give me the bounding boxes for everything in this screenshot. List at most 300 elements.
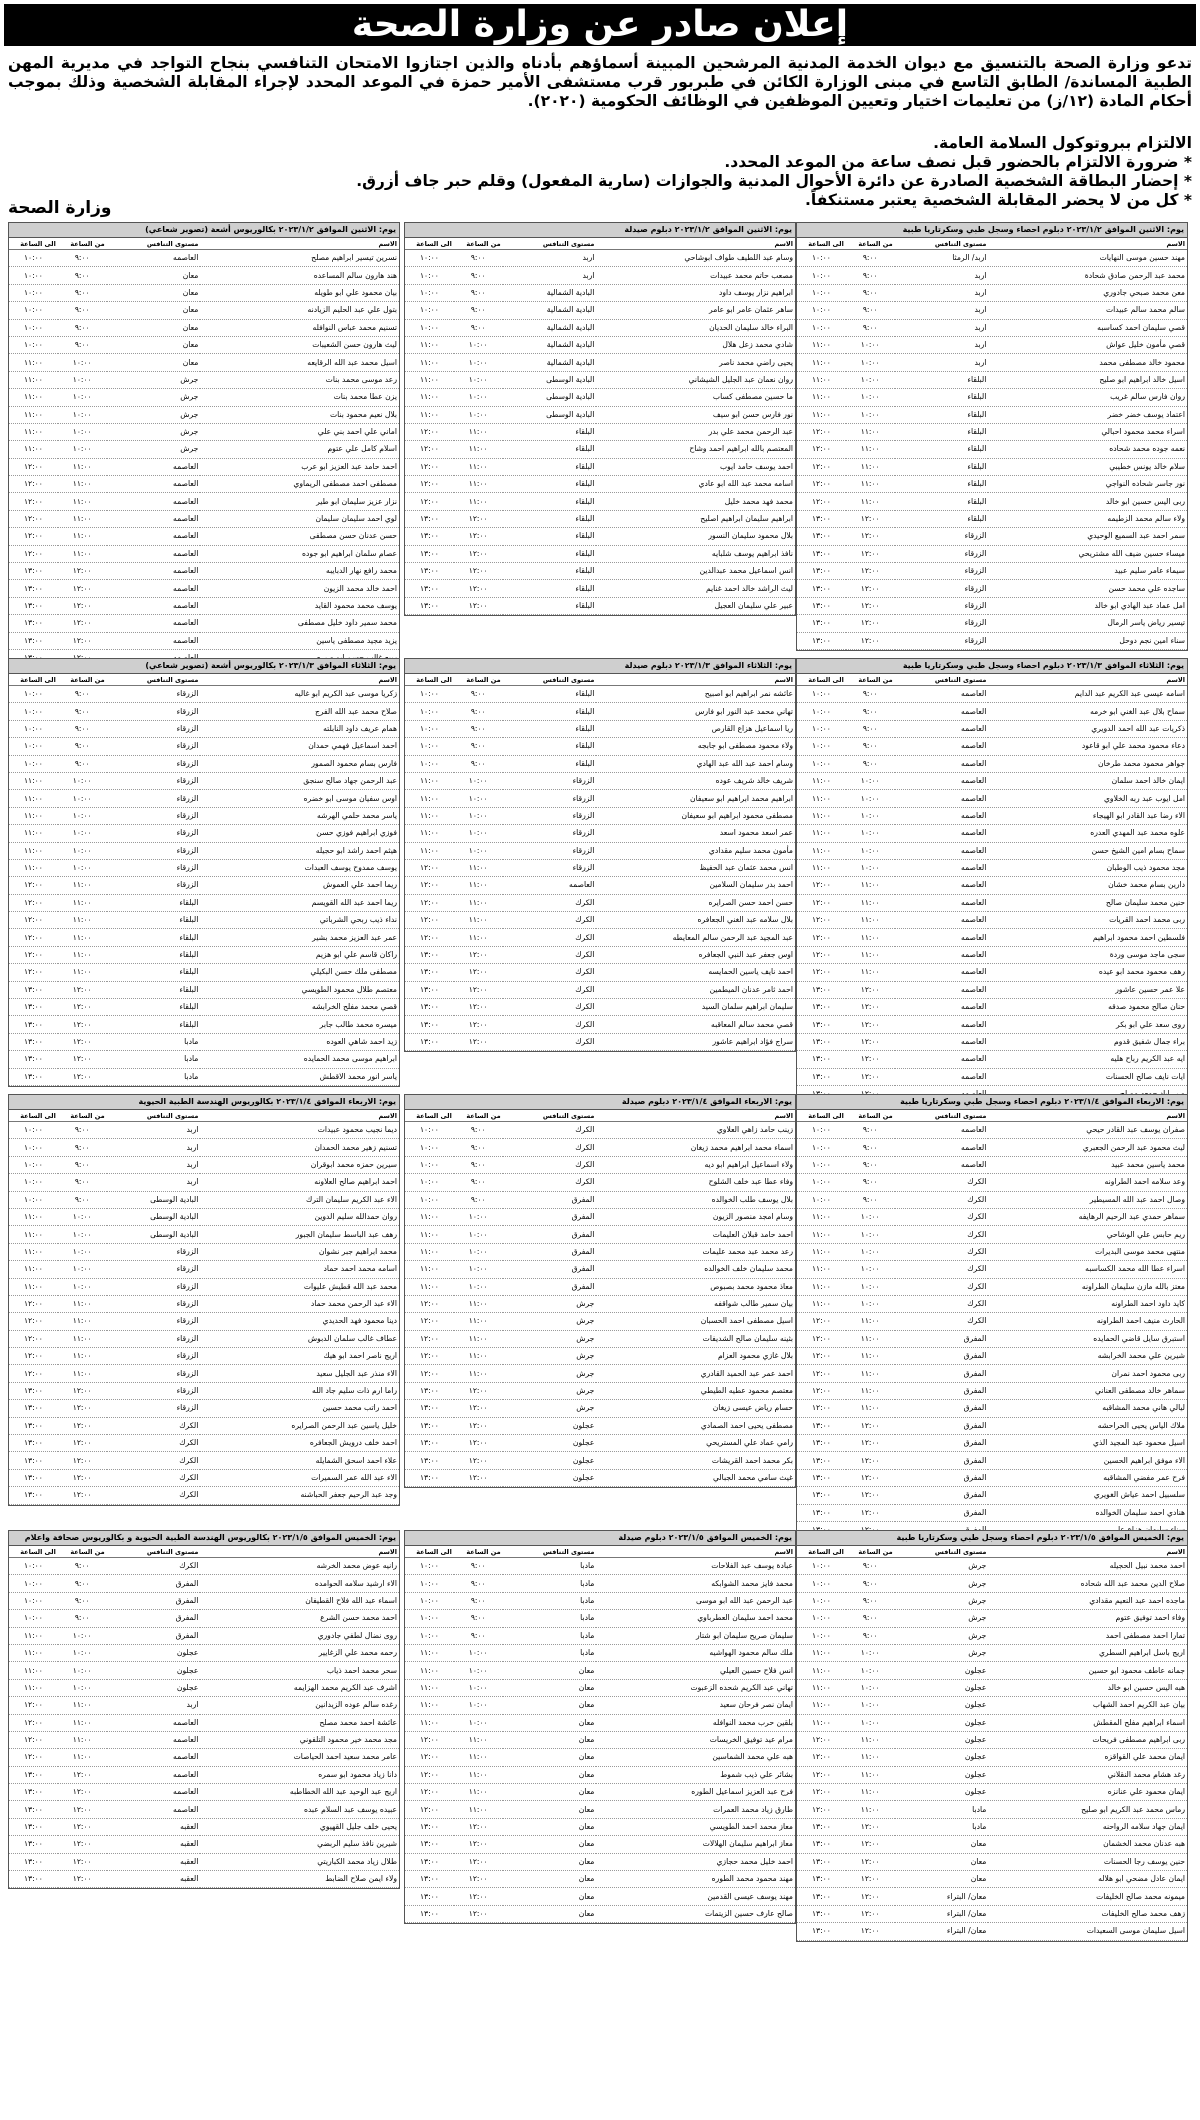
time-to: ١٠:٠٠ <box>405 1156 454 1173</box>
competition-level: اربد <box>107 1174 201 1191</box>
time-to: ١١:٠٠ <box>405 1662 454 1679</box>
time-from: ١١:٠٠ <box>454 441 503 458</box>
candidate-name: حسن احمد حسن الصرايره <box>596 894 795 911</box>
time-from: ١٠:٠٠ <box>58 842 107 859</box>
table-row <box>9 1697 399 1714</box>
table-row <box>797 389 1187 406</box>
time-from: ١٠:٠٠ <box>58 1662 107 1679</box>
table-row <box>797 1156 1187 1173</box>
table-row <box>405 807 795 824</box>
candidate-name: ريما احمد علي العموش <box>200 877 399 894</box>
time-from: ١٠:٠٠ <box>846 825 895 842</box>
time-from: ١١:٠٠ <box>454 1365 503 1382</box>
time-from: ٩:٠٠ <box>846 738 895 755</box>
table-row <box>9 1435 399 1452</box>
time-from: ١١:٠٠ <box>58 545 107 562</box>
competition-level: البلقاء <box>503 458 597 475</box>
table-row <box>9 720 399 737</box>
candidate-name: هبه اليس حسين ابو خالد <box>988 1679 1187 1696</box>
time-to: ١٢:٠٠ <box>797 476 846 493</box>
competition-level: عجلون <box>895 1679 989 1696</box>
competition-level: الكرك <box>107 1487 201 1504</box>
time-from: ١١:٠٠ <box>58 1330 107 1347</box>
table-row <box>797 1836 1187 1853</box>
competition-level: الكرك <box>503 981 597 998</box>
table-row <box>405 1871 795 1888</box>
table-row <box>797 912 1187 929</box>
table-row <box>9 371 399 388</box>
table-row <box>797 1348 1187 1365</box>
time-from: ١٢:٠٠ <box>846 615 895 632</box>
time-to: ١٠:٠٠ <box>9 1156 58 1173</box>
time-to: ١٢:٠٠ <box>405 441 454 458</box>
competition-level: معان <box>503 1818 597 1835</box>
time-to: ١٣:٠٠ <box>405 964 454 981</box>
competition-level: جرش <box>107 406 201 423</box>
time-to: ١١:٠٠ <box>9 1662 58 1679</box>
time-to: ١٠:٠٠ <box>9 755 58 772</box>
time-to: ١٠:٠٠ <box>797 686 846 703</box>
table-row <box>797 999 1187 1016</box>
time-to: ١٣:٠٠ <box>405 510 454 527</box>
time-from: ١٢:٠٠ <box>58 1452 107 1469</box>
competition-level: جرش <box>895 1558 989 1575</box>
time-to: ١١:٠٠ <box>405 1644 454 1661</box>
time-from: ١٢:٠٠ <box>58 1033 107 1050</box>
time-from: ١١:٠٠ <box>846 1731 895 1748</box>
time-to: ١٢:٠٠ <box>797 946 846 963</box>
time-from: ١٢:٠٠ <box>846 1888 895 1905</box>
time-to: ١١:٠٠ <box>797 1679 846 1696</box>
time-from: ١٠:٠٠ <box>58 1208 107 1225</box>
time-from: ١٢:٠٠ <box>454 946 503 963</box>
candidate-name: ملك سالم محمود الهواشيه <box>596 1644 795 1661</box>
candidate-name: عائشة احمد محمد مصلح <box>200 1714 399 1731</box>
competition-level: العاصمه <box>895 790 989 807</box>
candidate-name: قصي محمد سالم المعاقبه <box>596 1016 795 1033</box>
competition-level: المفرق <box>503 1191 597 1208</box>
competition-level: مادبا <box>895 1801 989 1818</box>
time-from: ٩:٠٠ <box>454 1191 503 1208</box>
competition-level: البادية الوسطى <box>503 371 597 388</box>
time-to: ١٢:٠٠ <box>405 1365 454 1382</box>
competition-level: العاصمه <box>895 877 989 894</box>
time-from: ٩:٠٠ <box>846 703 895 720</box>
candidate-name: ولاء محمود مصطفى ابو جابجه <box>596 738 795 755</box>
time-to: ١٣:٠٠ <box>405 1417 454 1434</box>
competition-level: العاصمه <box>895 999 989 1016</box>
candidate-name: احمد خلف درويش الجعافره <box>200 1435 399 1452</box>
table-row <box>405 755 795 772</box>
table-row <box>405 1191 795 1208</box>
time-from: ١٢:٠٠ <box>454 1888 503 1905</box>
candidate-name: ميساء حسين ضيف الله مشتريحي <box>988 545 1187 562</box>
candidate-name: ايمان محمود علي عنانزه <box>988 1784 1187 1801</box>
competition-level: الكرك <box>503 912 597 929</box>
table-row <box>9 406 399 423</box>
candidate-name: علاء احمد اسحق الشمايله <box>200 1452 399 1469</box>
time-from: ١٠:٠٠ <box>58 406 107 423</box>
competition-level: جرش <box>107 441 201 458</box>
signature: وزارة الصحة <box>8 198 112 218</box>
time-from: ١٢:٠٠ <box>454 1435 503 1452</box>
table-row <box>797 703 1187 720</box>
competition-level: معان <box>503 1871 597 1888</box>
candidate-name: معتز بالله مازن سليمان الطراونه <box>988 1278 1187 1295</box>
candidate-name: ربى محمد احمد القريات <box>988 912 1187 929</box>
column-header-name: الاسم <box>596 1110 795 1122</box>
time-to: ١٢:٠٠ <box>797 964 846 981</box>
time-from: ١١:٠٠ <box>846 493 895 510</box>
table-row <box>797 1801 1187 1818</box>
time-to: ١٣:٠٠ <box>9 1051 58 1068</box>
table-row <box>797 319 1187 336</box>
time-from: ١١:٠٠ <box>58 894 107 911</box>
time-to: ١٣:٠٠ <box>405 563 454 580</box>
candidate-name: قصي مأمون خليل عواش <box>988 336 1187 353</box>
table-row <box>9 1139 399 1156</box>
competition-level: اربد <box>895 302 989 319</box>
table-row <box>797 1122 1187 1139</box>
time-from: ١٠:٠٠ <box>846 1261 895 1278</box>
schedule-table <box>404 222 796 616</box>
candidate-name: عبد الرحمن عبد الله ابو موسى <box>596 1592 795 1609</box>
time-from: ١٠:٠٠ <box>846 1679 895 1696</box>
table-row <box>405 580 795 597</box>
time-to: ١٣:٠٠ <box>797 1469 846 1486</box>
column-header-to: الى الساعة <box>405 674 454 686</box>
competition-level: المفرق <box>107 1627 201 1644</box>
time-to: ١١:٠٠ <box>797 1295 846 1312</box>
competition-level: اربد <box>895 267 989 284</box>
time-to: ١٣:٠٠ <box>9 1766 58 1783</box>
table-row <box>405 1766 795 1783</box>
table-row <box>797 493 1187 510</box>
candidate-name: اوس جعفر عبد النبي الجعافره <box>596 946 795 963</box>
competition-level: عجلون <box>503 1417 597 1434</box>
time-from: ١٠:٠٠ <box>846 1295 895 1312</box>
column-header-from: من الساعة <box>846 1110 895 1122</box>
time-from: ١٢:٠٠ <box>58 999 107 1016</box>
competition-level: الزرقاء <box>895 615 989 632</box>
candidate-name: نور جاسر شحاده النواجي <box>988 476 1187 493</box>
candidate-name: محمد فايز محمد الشوابكه <box>596 1575 795 1592</box>
competition-level: العاصمه <box>895 981 989 998</box>
table-row <box>797 1627 1187 1644</box>
competition-level: المفرق <box>895 1417 989 1434</box>
time-from: ١٠:٠٠ <box>846 1714 895 1731</box>
table-row <box>9 1033 399 1050</box>
time-to: ١٣:٠٠ <box>797 1016 846 1033</box>
time-from: ١١:٠٠ <box>58 1697 107 1714</box>
competition-level: العاصمه <box>895 755 989 772</box>
time-from: ٩:٠٠ <box>846 267 895 284</box>
time-to: ١٢:٠٠ <box>797 877 846 894</box>
table-row <box>9 632 399 649</box>
competition-level: مادبا <box>107 1068 201 1085</box>
table-row <box>405 1818 795 1835</box>
time-to: ١٣:٠٠ <box>405 597 454 614</box>
time-to: ١١:٠٠ <box>405 1714 454 1731</box>
candidate-name: محمد سليمان خلف الخوالده <box>596 1261 795 1278</box>
competition-level: الكرك <box>895 1295 989 1312</box>
time-from: ١١:٠٠ <box>846 894 895 911</box>
time-from: ١٢:٠٠ <box>846 1836 895 1853</box>
time-to: ١٠:٠٠ <box>405 703 454 720</box>
candidate-name: عطاف غالب سلمان الدبوش <box>200 1330 399 1347</box>
candidate-name: سجى ماجد موسى وردة <box>988 946 1187 963</box>
candidate-name: رعد محمد عبد محمد عليمات <box>596 1243 795 1260</box>
time-to: ١٣:٠٠ <box>797 510 846 527</box>
table-row <box>797 1226 1187 1243</box>
competition-level: اربد <box>895 336 989 353</box>
table-row <box>405 510 795 527</box>
time-to: ١٢:٠٠ <box>9 1295 58 1312</box>
table-row <box>405 406 795 423</box>
candidate-name: فرح عبد العزيز اسماعيل الطوره <box>596 1784 795 1801</box>
time-to: ١٣:٠٠ <box>9 1452 58 1469</box>
competition-level: الكرك <box>895 1208 989 1225</box>
competition-level: جرش <box>895 1644 989 1661</box>
time-from: ٩:٠٠ <box>454 267 503 284</box>
table-row <box>9 493 399 510</box>
time-to: ١١:٠٠ <box>405 389 454 406</box>
time-from: ١٠:٠٠ <box>846 790 895 807</box>
competition-level: البلقاء <box>503 476 597 493</box>
competition-level: المفرق <box>895 1487 989 1504</box>
table-row <box>9 1417 399 1434</box>
table-row <box>797 807 1187 824</box>
candidate-name: مصطفى احمد مصطفى الريماوي <box>200 476 399 493</box>
candidate-name: مرام عيد توفيق الخريسات <box>596 1731 795 1748</box>
table-row <box>9 703 399 720</box>
time-to: ١٣:٠٠ <box>797 1836 846 1853</box>
competition-level: البلقاء <box>107 1016 201 1033</box>
table-row <box>405 1679 795 1696</box>
candidate-name: سماهر حمدي عبد الرحيم الرهايفه <box>988 1208 1187 1225</box>
competition-level: العاصمه <box>107 1731 201 1748</box>
candidate-name: محمد احمد سليمان العطرباوي <box>596 1610 795 1627</box>
table-row <box>797 1504 1187 1521</box>
candidate-name: سلام خالد يونس خطيبي <box>988 458 1187 475</box>
competition-level: العاصمه <box>895 929 989 946</box>
candidate-name: عبد المجيد عبد الرحمن سالم المعايطه <box>596 929 795 946</box>
time-from: ١٢:٠٠ <box>846 563 895 580</box>
table-row <box>797 894 1187 911</box>
table-row <box>9 302 399 319</box>
competition-level: مادبا <box>503 1610 597 1627</box>
time-from: ١٠:٠٠ <box>58 807 107 824</box>
competition-level: الكرك <box>895 1243 989 1260</box>
candidate-name: بيان سمير طالب شواقفه <box>596 1295 795 1312</box>
candidate-name: بلال يوسف طلب الخوالده <box>596 1191 795 1208</box>
candidate-name: محمد عبد الرحمن صادق شحادة <box>988 267 1187 284</box>
time-to: ١٢:٠٠ <box>797 1731 846 1748</box>
time-from: ٩:٠٠ <box>454 284 503 301</box>
competition-level: مادبا <box>107 1033 201 1050</box>
candidate-name: طارق زياد محمد العمرات <box>596 1801 795 1818</box>
candidate-name: ايمان نصر فرحان سعيد <box>596 1697 795 1714</box>
table-row <box>797 632 1187 649</box>
time-to: ١٢:٠٠ <box>405 1348 454 1365</box>
time-to: ١٢:٠٠ <box>797 912 846 929</box>
competition-level: العاصمه <box>107 580 201 597</box>
candidate-name: هبه عدنان محمد الخشمان <box>988 1836 1187 1853</box>
table-row <box>405 1592 795 1609</box>
time-from: ١٠:٠٠ <box>454 825 503 842</box>
candidate-name: مجد محمود ذيب الوطبان <box>988 859 1187 876</box>
competition-level: جرش <box>503 1400 597 1417</box>
candidate-name: ربى ابراهيم مصطفى فريحات <box>988 1731 1187 1748</box>
time-from: ١٠:٠٠ <box>58 371 107 388</box>
competition-level: البادية الشمالية <box>503 336 597 353</box>
time-from: ٩:٠٠ <box>846 1156 895 1173</box>
table-row <box>405 423 795 440</box>
table-row <box>797 371 1187 388</box>
competition-level: عجلون <box>895 1784 989 1801</box>
competition-level: البلقاء <box>503 545 597 562</box>
candidate-name: الاء موفق ابراهيم الحسين <box>988 1452 1187 1469</box>
table-row <box>405 981 795 998</box>
time-from: ٩:٠٠ <box>454 720 503 737</box>
candidate-name: اسماء محمد ابراهيم محمد زيغان <box>596 1139 795 1156</box>
candidate-name: عبيده يوسف عبد السلام عبده <box>200 1801 399 1818</box>
competition-level: الزرقاء <box>107 1382 201 1399</box>
competition-level: اربد <box>107 1697 201 1714</box>
time-to: ١٢:٠٠ <box>9 912 58 929</box>
time-from: ١٢:٠٠ <box>58 580 107 597</box>
table-row <box>405 1784 795 1801</box>
time-from: ٩:٠٠ <box>58 284 107 301</box>
competition-level: معان <box>107 319 201 336</box>
time-from: ١١:٠٠ <box>846 1749 895 1766</box>
time-from: ١٢:٠٠ <box>454 545 503 562</box>
candidate-name: بلقين حرب محمد النوافله <box>596 1714 795 1731</box>
candidate-name: ربى اليس حسين ابو خالد <box>988 493 1187 510</box>
time-from: ١١:٠٠ <box>846 929 895 946</box>
table-row <box>797 1592 1187 1609</box>
time-from: ٩:٠٠ <box>846 284 895 301</box>
table-row <box>405 1644 795 1661</box>
competition-level: معان <box>895 1871 989 1888</box>
table-row <box>797 1853 1187 1870</box>
candidate-name: مهند يوسف عيسى القدمين <box>596 1888 795 1905</box>
competition-level: البلقاء <box>503 703 597 720</box>
candidate-name: ياسر انور محمد الاقطش <box>200 1068 399 1085</box>
table-row <box>797 1452 1187 1469</box>
time-from: ١٢:٠٠ <box>58 1417 107 1434</box>
candidate-name: زكريا موسى عبد الكريم ابو غاليه <box>200 686 399 703</box>
time-to: ١١:٠٠ <box>9 772 58 789</box>
table-row <box>797 1278 1187 1295</box>
time-to: ١٢:٠٠ <box>797 458 846 475</box>
candidate-name: الاء رضا عبد القادر ابو الهيجاء <box>988 807 1187 824</box>
candidate-name: اماني علي احمد بني علي <box>200 423 399 440</box>
candidate-name: عبد الرحمن محمد علي بدر <box>596 423 795 440</box>
time-from: ١٢:٠٠ <box>846 1016 895 1033</box>
time-from: ١١:٠٠ <box>846 946 895 963</box>
schedule-table <box>404 658 796 1052</box>
candidate-name: اسلام كامل علي عتوم <box>200 441 399 458</box>
table-row <box>405 859 795 876</box>
time-to: ١٢:٠٠ <box>405 458 454 475</box>
time-from: ١٢:٠٠ <box>454 1016 503 1033</box>
competition-level: الزرقاء <box>107 1278 201 1295</box>
competition-level: اربد <box>895 354 989 371</box>
candidate-name: ايمان عادل مضحي ابو هلاله <box>988 1871 1187 1888</box>
competition-level: المفرق <box>503 1243 597 1260</box>
column-header-level: مستوى التنافس <box>503 1546 597 1558</box>
candidate-name: قصي محمد مفلح الخرابشه <box>200 999 399 1016</box>
candidate-name: بلال غازي محمود العزام <box>596 1348 795 1365</box>
time-to: ١٢:٠٠ <box>797 1330 846 1347</box>
column-header-to: الى الساعة <box>9 1546 58 1558</box>
competition-level: الزرقاء <box>107 825 201 842</box>
competition-level: البادية الوسطى <box>107 1226 201 1243</box>
column-header-from: من الساعة <box>58 238 107 250</box>
time-to: ١٢:٠٠ <box>9 476 58 493</box>
table-row <box>797 1033 1187 1050</box>
time-from: ١٢:٠٠ <box>846 1435 895 1452</box>
competition-level: العاصمه <box>107 1801 201 1818</box>
candidate-name: ساهر عثمان عامر ابو عامر <box>596 302 795 319</box>
competition-level: الزرقاء <box>107 859 201 876</box>
time-to: ١١:٠٠ <box>797 1662 846 1679</box>
time-to: ١١:٠٠ <box>9 1627 58 1644</box>
time-to: ١٢:٠٠ <box>9 545 58 562</box>
candidate-name: يوسف ممدوح يوسف العبدات <box>200 859 399 876</box>
time-from: ٩:٠٠ <box>846 755 895 772</box>
competition-level: الكرك <box>503 1016 597 1033</box>
column-header-to: الى الساعة <box>797 238 846 250</box>
table-row <box>9 912 399 929</box>
time-to: ١٣:٠٠ <box>405 1452 454 1469</box>
candidate-name: احمد راتب محمد حسين <box>200 1400 399 1417</box>
time-from: ١٢:٠٠ <box>454 964 503 981</box>
time-from: ١٢:٠٠ <box>454 1033 503 1050</box>
time-to: ١٣:٠٠ <box>405 1400 454 1417</box>
competition-level: العاصمه <box>895 825 989 842</box>
competition-level: المفرق <box>503 1261 597 1278</box>
table-row <box>405 1139 795 1156</box>
time-to: ١٠:٠٠ <box>9 686 58 703</box>
table-row <box>9 1627 399 1644</box>
candidate-name: سماح بسام امين الشيخ حسن <box>988 842 1187 859</box>
column-header-name: الاسم <box>200 1110 399 1122</box>
time-from: ١٠:٠٠ <box>454 807 503 824</box>
table-row <box>797 1139 1187 1156</box>
time-from: ١١:٠٠ <box>454 859 503 876</box>
column-header-name: الاسم <box>596 674 795 686</box>
time-from: ١١:٠٠ <box>846 1400 895 1417</box>
candidate-name: مأمون محمد سليم مقدادي <box>596 842 795 859</box>
candidate-name: لوي احمد سليمان سليمان <box>200 510 399 527</box>
table-row <box>405 1836 795 1853</box>
candidate-name: دينا محمود فهد الحديدي <box>200 1313 399 1330</box>
competition-level: عجلون <box>895 1731 989 1748</box>
competition-level: البلقاء <box>503 563 597 580</box>
candidate-name: عمر اسعد محمود اسعد <box>596 825 795 842</box>
table-row <box>797 1818 1187 1835</box>
table-row <box>405 825 795 842</box>
candidate-name: محمد سمير داود خليل مصطفى <box>200 615 399 632</box>
time-from: ١١:٠٠ <box>454 929 503 946</box>
table-row <box>797 597 1187 614</box>
candidate-name: امل عماد عبد الهادي ابو خالد <box>988 597 1187 614</box>
time-to: ١٠:٠٠ <box>405 250 454 267</box>
competition-level: اربد <box>107 1139 201 1156</box>
candidate-name: اسامه عيسى عبد الكريم عبد الدايم <box>988 686 1187 703</box>
